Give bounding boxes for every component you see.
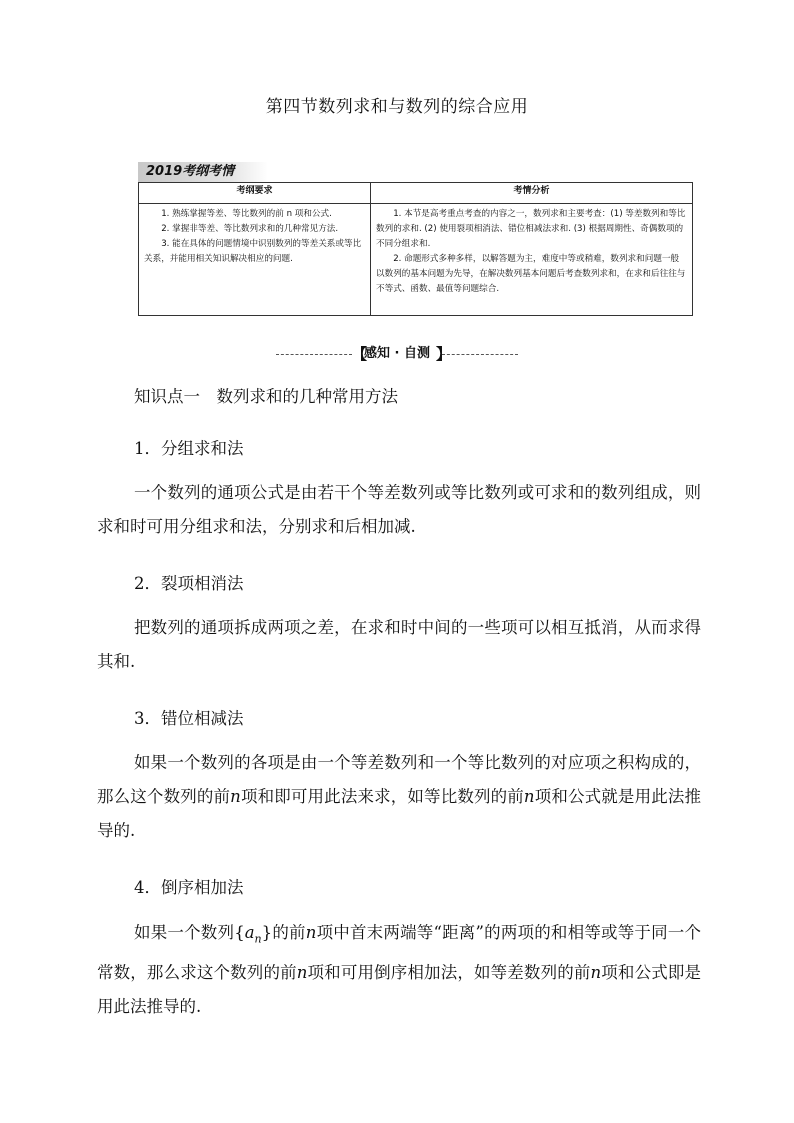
text-run: 项和即可用此法来求，如等比数列的前 — [240, 787, 524, 806]
method-paragraph — [97, 611, 701, 679]
section-heading: 知识点一 数列求和的几种常用方法 — [134, 387, 398, 406]
requirement-item: 1. 熟练掌握等差、等比数列的前 n 项和公式. — [161, 209, 332, 219]
math-subscript: n — [254, 932, 262, 946]
divider-dash-right — [442, 354, 518, 355]
math-variable: n — [296, 963, 308, 983]
page-title: 第四节数列求和与数列的综合应用 — [265, 97, 529, 117]
section-divider — [270, 344, 524, 364]
text-run: 如果一个数列{ — [134, 923, 245, 942]
analysis-cell — [371, 204, 693, 316]
method-heading: 4．倒序相加法 — [134, 878, 244, 897]
method-paragraph — [97, 916, 701, 1024]
paragraph-text: 一个数列的通项公式是由若干个等差数列或等比数列或可求和的数列组成，则求和时可用分组求和法，分别求和后相加减. — [97, 483, 701, 536]
method-paragraph — [97, 746, 701, 848]
math-variable: n — [523, 787, 535, 806]
text-run: 项和公式即是用此法推导的. — [97, 963, 702, 1017]
text-run: 项和可用倒序相加法，如等差数列的前 — [307, 963, 591, 983]
table-header-requirements: 考纲要求 — [139, 183, 371, 204]
method-heading: 2．裂项相消法 — [134, 574, 244, 593]
exam-outline-banner: 2019考纲考情 — [138, 162, 268, 182]
method-heading: 1．分组求和法 — [134, 439, 244, 458]
math-variable: n — [590, 963, 602, 983]
math-variable: a — [244, 923, 255, 942]
divider-dash-left — [276, 354, 352, 355]
table-row — [139, 204, 693, 316]
analysis-item: 2. 命题形式多种多样，以解答题为主，难度中等或稍难，数列求和问题一般以数列的基本问题为先导，在解决数列基本问题后考查数列求和，在求和后往往与不等式、函数、最值等问题综合. — [376, 254, 686, 294]
table-header-row — [139, 183, 693, 204]
text-run: 如果一个数列的各项是由一个等差数列和一个等比数列的对应项之积构成的，那么这个数列的前 — [97, 753, 701, 806]
math-variable: n — [305, 923, 317, 942]
text-run: 项和公式就是用此法推导的. — [97, 787, 702, 840]
paragraph-text: 把数列的通项拆成两项之差，在求和时中间的一些项可以相互抵消，从而求得其和. — [97, 618, 701, 671]
analysis-item: 1. 本节是高考重点考查的内容之一，数列求和主要考查：(1) 等差数列和等比数列的求和. (2) 使用裂项相消法、错位相减法求和. (3) 根据周期性、奇偶数项的不同分组求和. — [376, 209, 686, 249]
text-run: 项中首末两端等“距离”的两项的和相等或等于同一个常数，那么求这个数列的前 — [97, 923, 702, 983]
method-paragraph — [97, 476, 701, 544]
text-run: }的前 — [261, 923, 306, 942]
paragraph-text — [97, 916, 701, 1024]
divider-label: 感知 · 自测 — [364, 346, 430, 361]
requirement-item: 2. 掌握非等差、等比数列求和的几种常见方法. — [161, 224, 339, 234]
right-bracket-icon: 】 — [436, 345, 452, 363]
requirements-cell — [139, 204, 371, 316]
method-heading: 3．错位相减法 — [134, 709, 244, 728]
paragraph-text — [97, 746, 701, 848]
math-variable: n — [230, 787, 241, 806]
table-header-analysis: 考情分析 — [371, 183, 693, 204]
exam-outline-table — [138, 182, 693, 316]
requirement-item: 3. 能在具体的问题情境中识别数列的等差关系或等比关系，并能用相关知识解决相应的问题. — [144, 239, 362, 264]
left-bracket-icon: 【 — [352, 345, 368, 363]
